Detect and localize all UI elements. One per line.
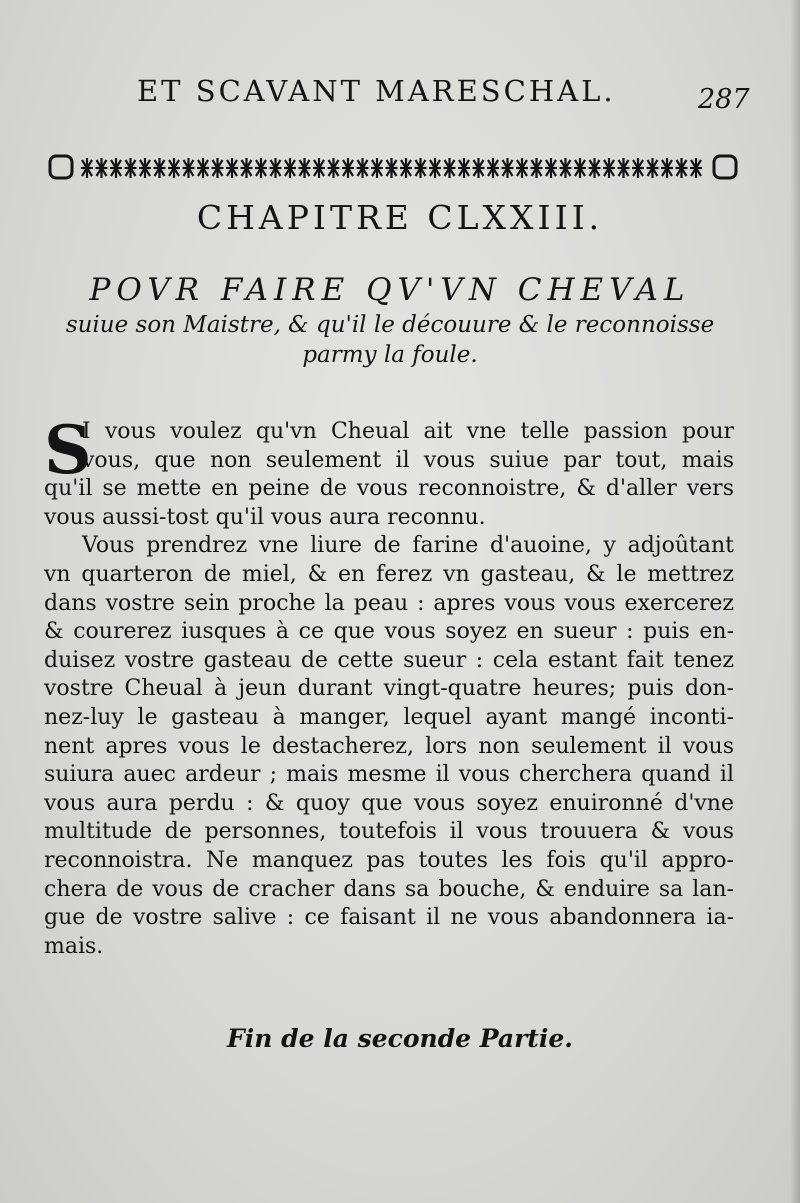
chapter-title — [40, 270, 740, 370]
text-line: vostre Cheual à jeun durant vingt-quatre heures; puis don- — [44, 676, 734, 702]
text-line: gue de vostre salive : ce faisant il ne vous abandonnera ia- — [44, 905, 734, 931]
body-text — [44, 411, 734, 961]
text-line: vous aura perdu : & quoy que vous soyez enuironné d'vne — [44, 790, 734, 816]
text-line: multitude de personnes, toutefois il vous trouuera & vous — [44, 819, 734, 845]
text-line: vous aussi-tost qu'il vous aura reconnu. — [44, 504, 486, 530]
chapter-title-line-1: POVR FAIRE QV'VN CHEVAL — [89, 272, 691, 308]
text-line: qu'il se mette en peine de vous reconnoistre, & d'aller vers — [44, 476, 734, 502]
end-note: Fin de la seconde Partie. — [227, 1024, 573, 1053]
chapter-title-line-2: suiue son Maistre, & qu'il le découure & le reconnoisse — [65, 312, 715, 338]
text-line: dans vostre sein proche la peau : apres vous vous exercerez — [44, 590, 734, 616]
chapter-heading: CHAPITRE CLXXIII. — [196, 198, 604, 237]
text-line: mais. — [44, 933, 104, 959]
text-line: & courerez iusques à ce que vous soyez en sueur : puis en- — [44, 619, 734, 645]
running-header — [0, 74, 800, 114]
text-line: duisez vostre gasteau de cette sueur : cela estant fait tenez — [44, 647, 734, 673]
paragraph-2 — [44, 532, 734, 961]
running-title: ET SCAVANT MARESCHAL. — [137, 74, 616, 108]
paragraph-1 — [44, 411, 734, 532]
text-line: I vous voulez qu'vn Cheual ait vne telle passion pour — [82, 419, 734, 444]
text-line: Vous prendrez vne liure de farine d'auoine, y adjoûtant — [82, 533, 734, 559]
text-line: vn quarteron de miel, & en ferez vn gasteau, & le mettrez — [44, 561, 734, 587]
page-number: 287 — [698, 84, 750, 115]
text-line: nez-luy le gasteau à manger, lequel ayant mangé inconti- — [44, 704, 734, 730]
text-line: suiura auec ardeur ; mais mesme il vous cherchera quand il — [44, 762, 734, 788]
text-line: vous, que non seulement il vous suiue par tout, mais — [82, 447, 734, 473]
fleuron-border-ornament — [48, 150, 738, 186]
text-line: nent apres vous le destacherez, lors non seulement il vous — [44, 733, 734, 759]
text-line: chera de vous de cracher dans sa bouche, & enduire sa lan- — [44, 876, 734, 902]
chapter-title-line-3: parmy la foule. — [302, 342, 478, 368]
text-line: reconnoistra. Ne manquez pas toutes les fois qu'il appro- — [44, 847, 734, 873]
page-edge-shadow — [790, 0, 800, 1203]
drop-cap-letter: S — [44, 411, 92, 489]
